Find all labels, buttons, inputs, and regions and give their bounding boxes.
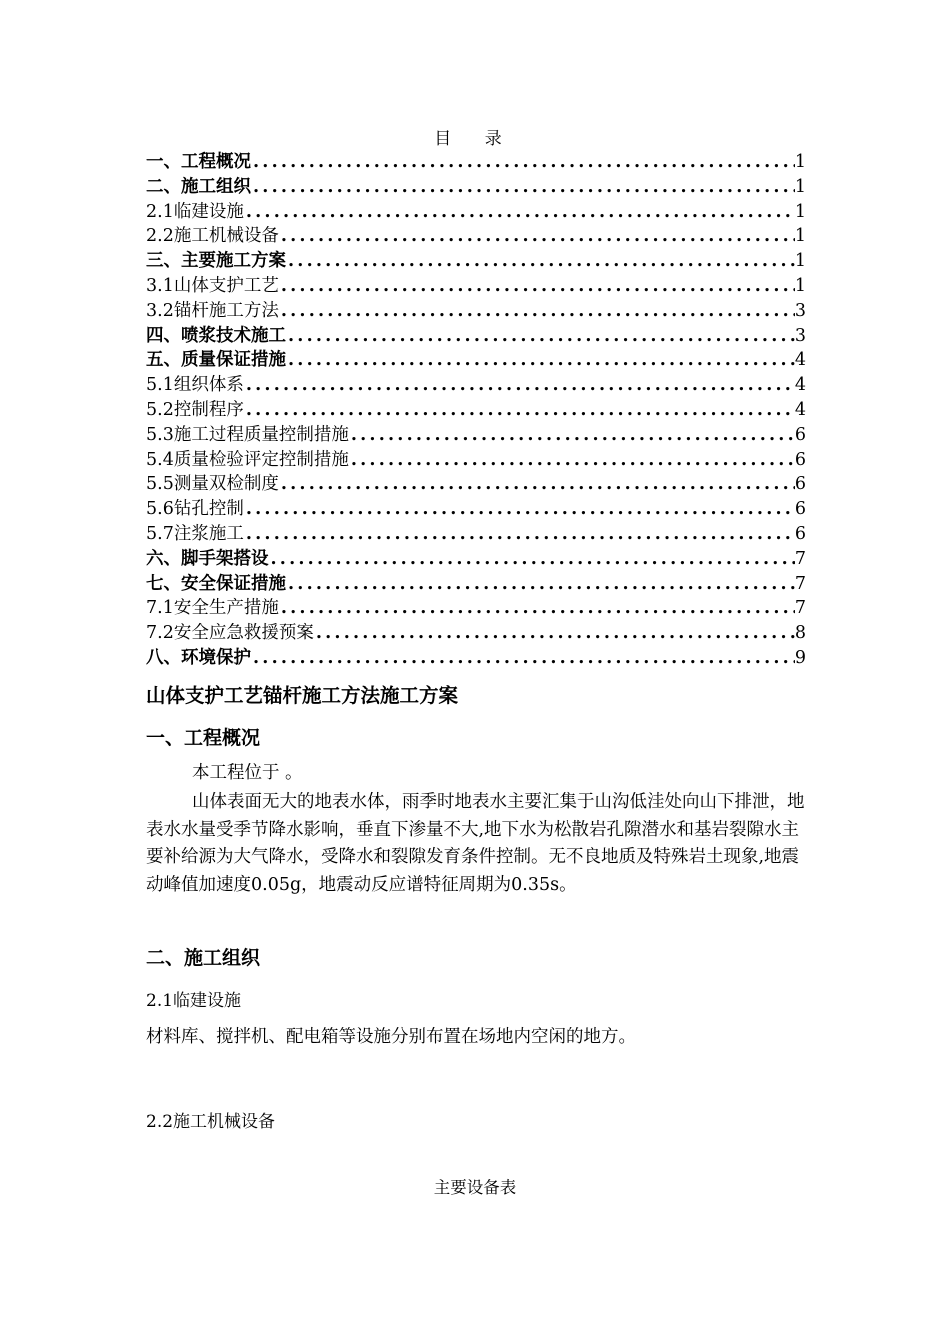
toc-entry[interactable] (146, 324, 806, 349)
overview-geology-paragraph: 山体表面无大的地表水体，雨季时地表水主要汇集于山沟低洼处向山下排泄，地表水水量受季节降水影响，垂直下渗量不大,地下水为松散岩孔隙潜水和基岩裂隙水主要补给源为大气降水，受降水和裂隙发育条件控制。无不良地质及特殊岩土现象,地震动峰值加速度0.05g，地震动反应谱特征周期为0.35s。 (146, 792, 805, 895)
toc-entry-page-number: 1 (794, 226, 806, 247)
toc-entry-page-number: 4 (794, 399, 806, 420)
toc-entry-page-number: 7 (794, 548, 806, 569)
toc-dot-leader (279, 596, 795, 621)
toc-entry-page-number: 4 (794, 375, 806, 396)
toc-entry-label: 7.2安全应急救援预案 (146, 623, 314, 644)
subsection-heading-machinery: 2.2施工机械设备 (146, 1112, 276, 1132)
toc-dot-leader (269, 547, 795, 572)
toc-entry[interactable] (146, 200, 806, 225)
equipment-table-caption: 主要设备表 (433, 1178, 517, 1197)
toc-entry-page-number: 6 (794, 474, 806, 495)
toc-dot-leader (279, 274, 795, 299)
toc-entry[interactable] (146, 398, 806, 423)
toc-entry[interactable] (146, 373, 806, 398)
toc-dot-leader (244, 398, 795, 423)
toc-entry-label: 四、喷浆技术施工 (146, 325, 286, 346)
toc-dot-leader (244, 522, 795, 547)
table-of-contents (146, 150, 806, 671)
toc-entry-label: 5.4质量检验评定控制措施 (146, 449, 349, 470)
toc-entry[interactable] (146, 572, 806, 597)
section-heading-organization: 二、施工组织 (146, 947, 261, 969)
toc-dot-leader (279, 472, 795, 497)
toc-dot-leader (349, 448, 795, 473)
toc-entry-page-number: 7 (794, 573, 806, 594)
toc-entry[interactable] (146, 175, 806, 200)
toc-entry-page-number: 6 (794, 499, 806, 520)
toc-entry-label: 一、工程概况 (146, 152, 251, 172)
toc-entry-label: 三、主要施工方案 (146, 251, 286, 272)
toc-entry-page-number: 1 (794, 275, 806, 296)
toc-entry-page-number: 6 (794, 449, 806, 470)
document-title: 山体支护工艺锚杆施工方法施工方案 (146, 684, 459, 707)
subsection-heading-temporary-facilities: 2.1临建设施 (146, 991, 242, 1011)
toc-entry-page-number: 4 (794, 350, 806, 371)
toc-entry-page-number: 1 (794, 152, 806, 172)
toc-dot-leader (286, 572, 795, 597)
toc-entry[interactable] (146, 224, 806, 249)
toc-dot-leader (251, 646, 795, 671)
toc-entry-label: 六、脚手架搭设 (146, 548, 269, 569)
toc-entry-page-number: 3 (794, 300, 806, 321)
toc-dot-leader (251, 150, 795, 175)
overview-location-paragraph: 本工程位于 。 (192, 763, 303, 783)
toc-entry-page-number: 1 (794, 251, 806, 272)
toc-dot-leader (279, 224, 795, 249)
toc-entry-page-number: 1 (794, 176, 806, 197)
toc-entry[interactable] (146, 522, 806, 547)
toc-dot-leader (244, 200, 795, 225)
toc-entry[interactable] (146, 497, 806, 522)
toc-entry[interactable] (146, 596, 806, 621)
toc-dot-leader (286, 348, 795, 373)
toc-entry-page-number: 8 (794, 623, 806, 644)
toc-dot-leader (244, 497, 795, 522)
toc-entry[interactable] (146, 348, 806, 373)
toc-entry-page-number: 6 (794, 424, 806, 445)
toc-entry-label: 2.1临建设施 (146, 201, 244, 222)
toc-entry-page-number: 9 (794, 647, 806, 668)
toc-entry[interactable] (146, 448, 806, 473)
toc-title: 目 录 (434, 129, 516, 149)
toc-dot-leader (251, 175, 795, 200)
toc-entry-label: 5.1组织体系 (146, 375, 244, 396)
toc-dot-leader (286, 324, 795, 349)
toc-entry-label: 2.2施工机械设备 (146, 226, 279, 247)
toc-entry-label: 3.1山体支护工艺 (146, 275, 279, 296)
toc-dot-leader (286, 249, 795, 274)
toc-entry-label: 5.6钻孔控制 (146, 499, 244, 520)
toc-dot-leader (279, 299, 795, 324)
toc-entry-page-number: 6 (794, 523, 806, 544)
toc-entry[interactable] (146, 472, 806, 497)
toc-entry[interactable] (146, 249, 806, 274)
toc-entry[interactable] (146, 547, 806, 572)
toc-entry-label: 5.2控制程序 (146, 399, 244, 420)
toc-entry-label: 五、质量保证措施 (146, 350, 286, 371)
toc-dot-leader (314, 621, 795, 646)
toc-entry[interactable] (146, 621, 806, 646)
section-heading-overview: 一、工程概况 (146, 727, 261, 749)
toc-entry-label: 七、安全保证措施 (146, 573, 286, 594)
temporary-facilities-paragraph: 材料库、搅拌机、配电箱等设施分别布置在场地内空闲的地方。 (146, 1027, 636, 1047)
toc-entry-label: 5.5测量双检制度 (146, 474, 279, 495)
toc-entry-label: 八、环境保护 (146, 647, 251, 668)
toc-entry-label: 5.3施工过程质量控制措施 (146, 424, 349, 445)
toc-dot-leader (244, 373, 795, 398)
toc-entry[interactable] (146, 150, 806, 175)
toc-entry-page-number: 1 (794, 201, 806, 222)
toc-entry-label: 7.1安全生产措施 (146, 598, 279, 619)
toc-entry[interactable] (146, 299, 806, 324)
toc-entry-page-number: 7 (794, 598, 806, 619)
toc-entry-label: 二、施工组织 (146, 176, 251, 197)
toc-entry[interactable] (146, 423, 806, 448)
toc-dot-leader (349, 423, 795, 448)
toc-entry[interactable] (146, 274, 806, 299)
toc-entry-label: 3.2锚杆施工方法 (146, 300, 279, 321)
toc-entry-page-number: 3 (794, 325, 806, 346)
toc-entry-label: 5.7注浆施工 (146, 523, 244, 544)
toc-entry[interactable] (146, 646, 806, 671)
